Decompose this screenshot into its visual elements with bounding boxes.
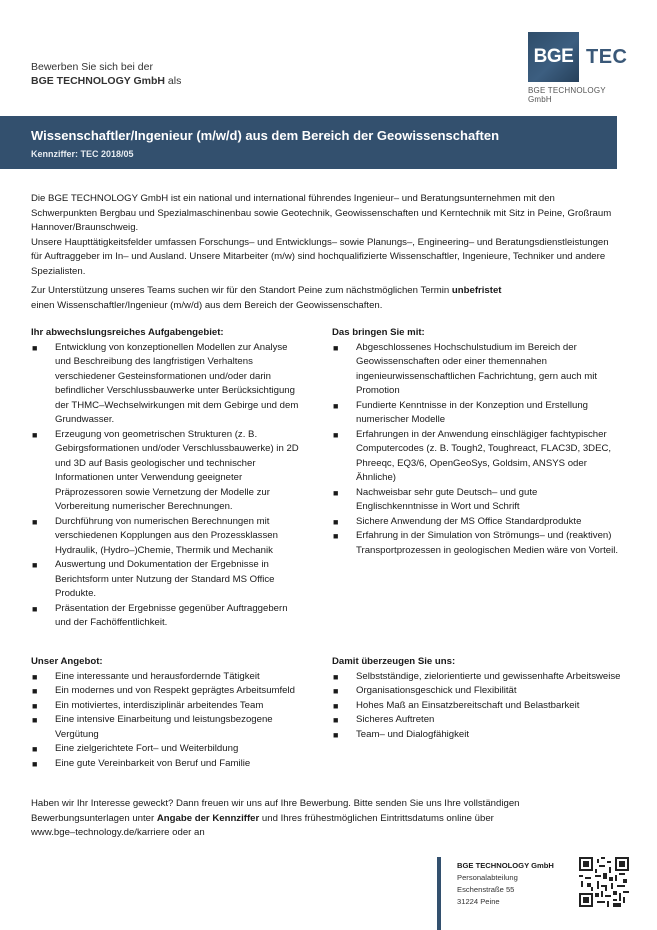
convince-list [332,670,622,743]
bullet-icon: ■ [333,686,339,696]
list-item-text: Fundierte Kenntnisse in der Konzeption und Erstellung numerischer Modelle [356,399,588,425]
intro-paragraph-3b: einen Wissenschaftler/Ingenieur (m/w/d) aus dem Bereich der Geowissenschaften. [31,299,383,311]
list-item-text: Sicheres Auftreten [356,714,435,725]
list-item-text: Erfahrungen in der Anwendung einschlägiger fachtypischer Computercodes (z. B. Tough2, Toughreact, FLAC3D, 3DEC, Phreeqc, EQ3/6, OpenGeoSys, Goldsim, ANSYS oder Ähnliche) [356,428,612,483]
list-item-text: Erfahrung in der Simulation von Strömungs– und (reaktiven) Transportprozessen in geologischen Medien wäre von Vorteil. [356,530,619,556]
list-item [332,341,622,399]
bullet-icon: ■ [333,531,339,541]
list-item-text: Durchführung von numerischen Berechnungen mit verschiedenen Kopplungen aus den Prozessklassen Hydraulik, (Hydro–)Chemie, Thermik und Mechanik [55,515,278,556]
list-item [31,670,303,685]
logo-box: BGE [528,32,579,82]
list-item-text: Nachweisbar sehr gute Deutsch– und gute Englischkenntnisse in Wort und Schrift [356,486,538,512]
bullet-icon: ■ [333,429,339,440]
list-item [31,428,303,515]
list-item-text: Erzeugung von geometrischen Strukturen (z. B. Gebirgsformationen und/oder Verschlussbauwerke) in 2D und 3D auf Basis geologischer und technischer Informationen unter Verwendung geeigneter Präprozessoren sowie Vernetzung der Modelle zur Vorbereitung numerischer Berechnungen. [55,428,299,512]
intro-company-line [31,74,181,88]
list-item [31,558,303,602]
bullet-icon: ■ [333,342,339,353]
tasks-heading: Ihr abwechslungsreiches Aufgabengebiet: [31,327,224,338]
list-item [31,742,303,757]
list-item [31,699,303,714]
intro-header [31,60,181,88]
list-item-text: Selbstständige, zielorientierte und gewissenhafte Arbeitsweise [356,670,621,682]
list-item [332,713,622,728]
bullet-icon: ■ [32,560,38,570]
intro-suffix: als [164,75,182,87]
bullet-icon: ■ [32,671,38,682]
footer-accent-bar [437,857,441,930]
list-item [332,699,622,714]
list-item-text: Eine intensive Einarbeitung und leistungsbezogene Vergütung [55,714,273,740]
list-item [31,602,303,631]
intro-paragraph-2-text: Unsere Haupttätigkeitsfelder umfassen Forschungs– und Entwicklungs– sowie Planungs–, Engineering– und Beratungsdienstleistungen für Auftraggeber im In– und Ausland. Unsere Mitarbeiter (m/w) sind hochqualifizierte Wissenschaftler, Ingenieure, Techniker und andere Spezialisten. [31,236,609,277]
job-title: Wissenschaftler/Ingenieur (m/w/d) aus dem Bereich der Geowissenschaften [31,128,500,143]
intro-paragraph-1-text: Die BGE TECHNOLOGY GmbH ist ein national und international führendes Ingenieur– und Beratungsunternehmen mit den Schwerpunkten Bergbau und Spezialmaschinenbau sowie Geotechnik, Geowissenschaften und Kerntechnik mit Sitz in Peine, Großraum Hannover/Braunschweig. [31,193,612,233]
profile-list [332,341,622,559]
bullet-icon: ■ [333,671,339,682]
list-item [332,684,622,699]
intro-paragraph-3-bold: unbefristet [451,285,502,296]
career-link[interactable]: www.bge–technology.de/karriere oder an [31,827,205,838]
tasks-list [31,341,303,631]
list-item-text: Eine interessante und herausfordernde Tätigkeit [55,670,260,682]
company-logo [528,32,628,104]
list-item-text: Präsentation der Ergebnisse gegenüber Auftraggebern und der Fachöffentlichkeit. [55,602,288,628]
convince-section [332,655,622,742]
footer-department: Personalabteilung [457,873,518,882]
bullet-icon: ■ [32,516,38,527]
closing-text-bold: Angabe der Kennziffer [156,812,260,824]
list-item [332,399,622,428]
list-item [31,684,303,699]
closing-text-b: und Ihres frühestmöglichen Eintrittsdatums online über [259,812,494,824]
offer-heading: Unser Angebot: [31,656,103,667]
job-title-banner [0,116,617,169]
bullet-icon: ■ [32,603,38,614]
list-item-text: Hohes Maß an Einsatzbereitschaft und Belastbarkeit [356,699,580,711]
offer-list [31,670,303,772]
reference-number: Kennziffer: TEC 2018/05 [31,149,134,159]
footer-street: Eschenstraße 55 [457,885,515,894]
qr-code-icon[interactable] [579,857,629,907]
closing-text-a: Haben wir Ihr Interesse geweckt? Dann freuen wir uns auf Ihre Bewerbung. Bitte senden Sie uns Ihre vollständigen Bewerbungsunterlagen unter [31,798,520,824]
bullet-icon: ■ [32,686,38,696]
list-item-text: Abgeschlossenes Hochschulstudium im Bereich der Geowissenschaften oder einer themennahen ingenieurwissenschaftlichen Fachrichtung, gern auch mit Promotion [356,341,598,396]
list-item [332,670,622,685]
bullet-icon: ■ [32,744,38,754]
bullet-icon: ■ [333,487,339,498]
list-item-text: Sichere Anwendung der MS Office Standardprodukte [356,515,582,527]
list-item-text: Team– und Dialogfähigkeit [356,728,470,740]
intro-paragraph-3a: Zur Unterstützung unseres Teams suchen wir für den Standort Peine zum nächstmöglichen Termin [31,285,452,296]
list-item-text: Organisationsgeschick und Flexibilität [356,685,517,696]
list-item [332,428,622,486]
list-item-text: Auswertung und Dokumentation der Ergebnisse in Berichtsform unter Nutzung der Standard MS Office Produkte. [55,559,275,599]
footer-city: 31224 Peine [457,897,500,906]
list-item-text: Ein modernes und von Respekt geprägtes Arbeitsumfeld [55,685,295,696]
convince-heading: Damit überzeugen Sie uns: [332,656,456,667]
bullet-icon: ■ [333,400,339,411]
footer-company: BGE TECHNOLOGY GmbH [457,861,554,870]
bullet-icon: ■ [333,516,339,527]
logo-subtitle: BGE TECHNOLOGY GmbH [528,86,606,104]
profile-section [332,326,622,558]
bullet-icon: ■ [333,715,339,725]
intro-paragraph-1 [31,192,621,279]
bullet-icon: ■ [32,700,38,711]
list-item [332,486,622,515]
list-item [31,515,303,559]
bullet-icon: ■ [32,758,38,769]
closing-paragraph [31,797,591,841]
bullet-icon: ■ [32,429,38,440]
bullet-icon: ■ [32,342,38,353]
intro-company: BGE TECHNOLOGY GmbH [31,75,165,87]
profile-heading: Das bringen Sie mit: [332,327,425,338]
list-item [31,713,303,742]
tasks-section [31,326,303,631]
logo-mark [528,32,628,82]
offer-section [31,655,303,771]
list-item-text: Ein motiviertes, interdisziplinär arbeitendes Team [55,699,264,711]
list-item [332,728,622,743]
list-item [31,757,303,772]
intro-paragraph-3 [31,284,621,313]
bullet-icon: ■ [333,729,339,740]
list-item [332,529,622,558]
bullet-icon: ■ [333,700,339,711]
list-item [332,515,622,530]
list-item [31,341,303,428]
bullet-icon: ■ [32,715,38,725]
footer-address [457,860,554,908]
list-item-text: Eine gute Vereinbarkeit von Beruf und Familie [55,757,251,769]
list-item-text: Entwicklung von konzeptionellen Modellen zur Analyse und Beschreibung des langfristigen Verhaltens verschiedener Gesteinsformationen und/oder darin befindlicher Verschlussbauwerke unter Berücksichtigung der THMC–Wechselwirkungen mit dem Gebirge und dem Grundwasser. [55,341,299,425]
logo-tec: TEC [586,45,628,68]
list-item-text: Eine zielgerichtete Fort– und Weiterbildung [55,743,239,754]
intro-line: Bewerben Sie sich bei der [31,61,153,73]
